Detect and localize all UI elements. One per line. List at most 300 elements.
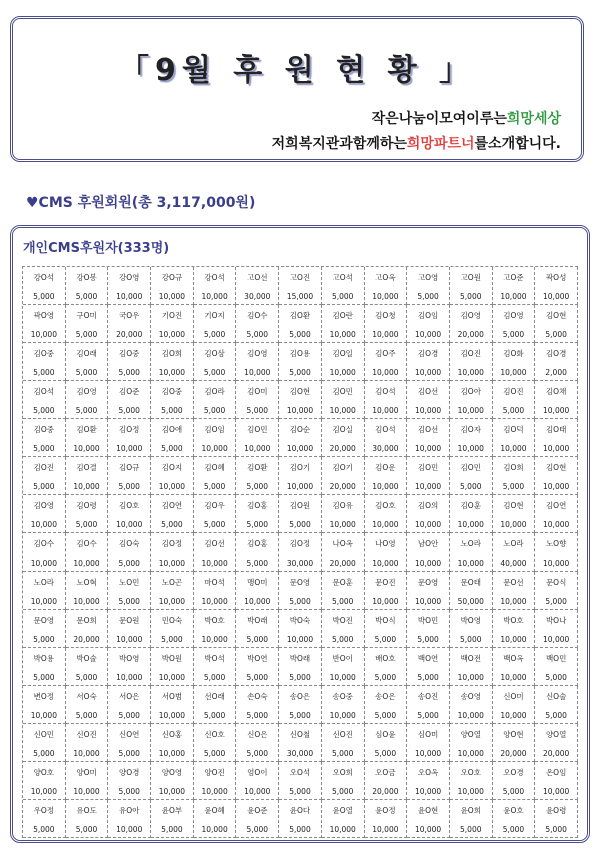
donation-amount: 5,000	[460, 482, 482, 492]
donation-amount: 10,000	[30, 520, 57, 530]
donor-name: 유O도	[76, 805, 97, 815]
donor-name: 김O정	[119, 425, 140, 435]
donor-name: 김O선	[417, 387, 439, 397]
donor-name: 박O영	[460, 615, 481, 625]
donation-amount: 5,000	[75, 368, 98, 378]
donor-name: 김O선	[417, 425, 439, 435]
donation-amount: 5,000	[545, 596, 567, 606]
donor-cell	[236, 495, 279, 533]
donor-name: 강O석	[33, 273, 55, 282]
donation-amount: 5,000	[118, 558, 140, 568]
donor-cell	[151, 267, 194, 305]
donor-name: 박O식	[375, 615, 396, 625]
donor-cell	[535, 533, 578, 571]
donor-cell	[535, 495, 578, 533]
donor-cell	[535, 686, 578, 724]
subtitle-line-2-text: 저희복지관과함께하는	[271, 136, 407, 152]
donor-name: 백O옥	[503, 653, 524, 663]
donor-name: 김O호	[375, 501, 396, 511]
donor-cell	[493, 419, 536, 457]
donor-cell	[66, 267, 109, 305]
donor-name: 김O연	[161, 501, 183, 511]
donation-amount: 10,000	[30, 786, 57, 796]
donation-amount: 5,000	[502, 786, 525, 796]
donation-amount: 10,000	[158, 368, 186, 378]
donor-name: 김O희	[503, 463, 524, 473]
donor-name: 엄O이	[247, 767, 268, 777]
donor-name: 김O영	[460, 311, 481, 321]
donor-name: 양O영	[161, 767, 183, 777]
donor-cell	[322, 305, 365, 343]
donor-name: 김O유	[332, 501, 353, 511]
donation-amount: 5,000	[33, 292, 55, 302]
donor-name: 선O래	[204, 691, 225, 701]
donor-cell	[236, 419, 279, 457]
donor-cell	[194, 610, 237, 648]
donor-name: 손O숙	[247, 691, 268, 701]
donor-name: 노O라	[460, 539, 481, 549]
donation-amount: 5,000	[417, 672, 439, 682]
donation-amount: 10,000	[116, 634, 143, 644]
donation-amount: 10,000	[116, 444, 143, 454]
donor-cell	[365, 610, 408, 648]
donor-cell	[151, 533, 194, 571]
donation-amount: 10,000	[158, 710, 186, 720]
donation-amount: 5,000	[374, 672, 397, 682]
donor-name: 김O애	[161, 425, 183, 435]
donation-amount: 10,000	[158, 482, 186, 492]
donation-amount: 5,000	[118, 596, 140, 606]
donor-cell	[493, 533, 536, 571]
donation-amount: 5,000	[460, 824, 482, 834]
donor-cell	[194, 648, 237, 686]
donor-name: 박O영	[119, 653, 140, 663]
donation-amount: 5,000	[460, 292, 482, 302]
donation-amount: 5,000	[246, 710, 269, 720]
donor-name: 윤O령	[545, 805, 567, 815]
donor-cell	[535, 381, 578, 419]
donation-amount: 5,000	[331, 634, 354, 644]
donor-name: 국O우	[119, 311, 140, 321]
donor-cell	[23, 533, 66, 571]
donor-name: 문O식	[545, 577, 567, 587]
donor-cell	[236, 724, 279, 762]
donor-name: 오O호	[460, 767, 481, 777]
donor-name: 김O아	[460, 387, 481, 397]
donation-amount: 10,000	[73, 444, 100, 454]
donation-amount: 5,000	[203, 520, 226, 530]
donor-cell	[279, 495, 322, 533]
donor-grid	[22, 266, 578, 838]
donor-cell	[450, 762, 493, 800]
donor-cell	[108, 495, 151, 533]
donor-name: 박O민	[417, 615, 439, 625]
donation-amount: 5,000	[246, 634, 269, 644]
donor-name: 문O희	[76, 615, 97, 625]
donor-name: 김O환	[247, 463, 268, 473]
donor-name: 양O열	[545, 729, 567, 739]
donation-amount: 5,000	[118, 368, 140, 378]
donation-amount: 5,000	[502, 482, 525, 492]
donor-cell	[535, 648, 578, 686]
donor-cell	[66, 457, 109, 495]
donor-cell	[279, 800, 322, 838]
donation-amount: 10,000	[457, 368, 484, 378]
donation-amount: 5,000	[33, 368, 55, 378]
donor-name: 김O란	[332, 311, 353, 321]
donor-name: 박O석	[204, 653, 225, 663]
donation-amount: 5,000	[203, 748, 226, 758]
donor-name: 우O정	[33, 805, 55, 815]
donor-name: 박O호	[503, 615, 524, 625]
donor-name: 송O진	[417, 691, 439, 701]
donation-amount: 10,000	[201, 444, 228, 454]
donor-cell	[23, 305, 66, 343]
donor-cell	[535, 762, 578, 800]
donation-amount: 10,000	[329, 520, 356, 530]
donor-name: 신O은	[247, 729, 268, 739]
donor-name: 기O지	[204, 311, 225, 321]
donation-amount: 5,000	[75, 672, 98, 682]
donation-amount: 10,000	[500, 292, 527, 302]
donation-amount: 5,000	[502, 406, 525, 416]
donor-cell	[322, 343, 365, 381]
donor-name: 김O준	[119, 387, 140, 397]
donation-amount: 10,000	[372, 406, 399, 416]
donation-amount: 20,000	[500, 748, 527, 758]
donor-cell	[194, 762, 237, 800]
donor-cell	[194, 686, 237, 724]
donor-cell	[322, 648, 365, 686]
donor-name: 배O호	[375, 653, 396, 663]
donation-amount: 5,000	[289, 596, 311, 606]
donation-amount: 20,000	[372, 786, 399, 796]
donor-cell	[535, 305, 578, 343]
donor-cell	[151, 381, 194, 419]
donor-name: 양O미	[76, 767, 97, 777]
donor-name: 오O옥	[417, 767, 439, 777]
donor-name: 오O금	[375, 767, 396, 777]
donor-cell	[23, 343, 66, 381]
donor-name: 김O훈	[460, 501, 481, 511]
donor-name: 김O지	[161, 463, 183, 473]
donor-cell	[322, 267, 365, 305]
donor-name: 박O용	[33, 653, 55, 663]
donor-name: 유O아	[119, 805, 140, 815]
donor-name: 서O은	[119, 691, 140, 701]
donation-amount: 10,000	[286, 444, 314, 454]
donor-name: 반O이	[332, 653, 353, 663]
donor-cell	[279, 572, 322, 610]
donor-cell	[23, 572, 66, 610]
donor-cell	[322, 800, 365, 838]
donor-cell	[236, 305, 279, 343]
donation-amount: 10,000	[500, 672, 527, 682]
donor-cell	[365, 419, 408, 457]
donor-cell	[108, 800, 151, 838]
donor-cell	[108, 343, 151, 381]
donor-cell	[322, 572, 365, 610]
donor-name: 신O철	[289, 729, 311, 739]
donor-cell	[535, 800, 578, 838]
donation-amount: 10,000	[372, 596, 399, 606]
donor-cell	[151, 724, 194, 762]
donation-amount: 10,000	[543, 444, 570, 454]
donation-amount: 10,000	[500, 710, 527, 720]
donor-cell	[66, 762, 109, 800]
donor-name: 김O운	[375, 463, 396, 473]
donation-amount: 20,000	[329, 482, 356, 492]
donation-amount: 5,000	[289, 672, 311, 682]
donation-amount: 10,000	[329, 406, 356, 416]
donor-name: 김O숙	[119, 539, 140, 549]
donation-amount: 5,000	[203, 710, 226, 720]
donor-cell	[108, 610, 151, 648]
donor-name: 윤O정	[375, 805, 396, 815]
donor-name: 김O중	[33, 349, 55, 359]
donor-name: 김O정	[161, 539, 183, 549]
donor-cell	[407, 800, 450, 838]
donation-amount: 5,000	[331, 292, 354, 302]
donor-name: 남O안	[417, 539, 439, 549]
donor-cell	[365, 572, 408, 610]
donor-name: 신O진	[76, 729, 97, 739]
donor-name: 김O호	[119, 501, 140, 511]
donation-amount: 10,000	[73, 786, 100, 796]
donor-cell	[194, 724, 237, 762]
donation-amount: 10,000	[30, 596, 57, 606]
donor-name: 김O영	[247, 349, 268, 359]
donor-name: 김O영	[503, 311, 524, 321]
donor-name: 서O숙	[76, 691, 97, 701]
donation-amount: 5,000	[75, 292, 98, 302]
donor-cell	[450, 724, 493, 762]
donor-cell	[151, 457, 194, 495]
donation-amount: 10,000	[414, 786, 442, 796]
donor-cell	[151, 686, 194, 724]
donor-name: 양O현	[503, 729, 524, 739]
donation-amount: 5,000	[203, 482, 226, 492]
donation-amount: 5,000	[161, 824, 183, 834]
donor-cell	[236, 457, 279, 495]
donation-amount: 5,000	[118, 748, 140, 758]
donor-name: 송O은	[375, 691, 396, 701]
donation-amount: 10,000	[372, 558, 399, 568]
donation-amount: 5,000	[33, 482, 55, 492]
donor-cell	[236, 686, 279, 724]
donation-amount: 5,000	[33, 824, 55, 834]
donation-amount: 5,000	[289, 520, 311, 530]
donor-name: 마O석	[204, 577, 225, 587]
donation-amount: 5,000	[246, 482, 269, 492]
donor-cell	[279, 533, 322, 571]
donor-name: 김O임	[417, 311, 439, 321]
donation-amount: 5,000	[246, 672, 269, 682]
donation-amount: 10,000	[457, 672, 484, 682]
donation-amount: 5,000	[331, 786, 354, 796]
donation-amount: 10,000	[73, 596, 100, 606]
donation-amount: 10,000	[286, 482, 314, 492]
donation-amount: 10,000	[329, 824, 356, 834]
donor-cell	[108, 762, 151, 800]
subtitle-line-2	[272, 133, 561, 153]
donor-name: 강O봉	[76, 273, 97, 282]
donation-amount: 5,000	[161, 444, 183, 454]
donation-amount: 10,000	[116, 672, 143, 682]
donation-amount: 5,000	[246, 824, 269, 834]
donation-amount: 10,000	[372, 824, 399, 834]
donor-cell	[450, 267, 493, 305]
donor-cell	[66, 800, 109, 838]
donation-amount: 10,000	[158, 672, 186, 682]
donor-name: 김O화	[503, 349, 524, 359]
donation-amount: 30,000	[286, 558, 314, 568]
donation-amount: 5,000	[545, 824, 567, 834]
donation-amount: 10,000	[158, 748, 186, 758]
donor-cell	[23, 419, 66, 457]
donor-name: 노O혁	[76, 577, 97, 587]
donation-amount: 10,000	[286, 634, 314, 644]
donation-amount: 10,000	[201, 596, 228, 606]
donation-amount: 20,000	[329, 444, 356, 454]
donor-cell	[493, 648, 536, 686]
donor-cell	[66, 305, 109, 343]
donor-cell	[279, 724, 322, 762]
donation-amount: 10,000	[30, 330, 57, 340]
donor-name: 김O원	[289, 501, 311, 511]
donor-cell	[66, 572, 109, 610]
donation-amount: 10,000	[457, 520, 484, 530]
donor-name: 윤O부	[161, 805, 183, 815]
donor-name: 김O중	[119, 349, 140, 359]
donor-name: 백O민	[545, 653, 567, 663]
donation-amount: 5,000	[289, 786, 311, 796]
donor-name: 김O진	[503, 387, 524, 397]
donor-name: 김O경	[417, 349, 439, 359]
donor-cell	[279, 457, 322, 495]
subtitle-line-1-text: 작은나눔이모여이루는	[371, 111, 507, 127]
donor-name: 노O향	[545, 539, 567, 549]
donor-name: 양O경	[119, 767, 140, 777]
donation-amount: 5,000	[246, 330, 269, 340]
donor-name: 김O현	[289, 387, 311, 397]
donor-cell	[365, 533, 408, 571]
donor-cell	[151, 610, 194, 648]
donation-amount: 10,000	[500, 444, 527, 454]
donation-amount: 10,000	[286, 406, 314, 416]
donor-cell	[535, 419, 578, 457]
donor-name: 김O용	[289, 349, 311, 359]
donor-name: 윤O준	[247, 805, 268, 815]
donation-amount: 10,000	[201, 634, 228, 644]
donor-cell	[194, 343, 237, 381]
donor-cell	[450, 457, 493, 495]
donor-name: 김O태	[545, 425, 567, 435]
donation-amount: 10,000	[414, 406, 442, 416]
donor-cell	[450, 533, 493, 571]
donor-cell	[23, 762, 66, 800]
donor-name: 문O원	[119, 615, 140, 625]
donor-cell	[194, 305, 237, 343]
donation-amount: 5,000	[75, 710, 98, 720]
donor-cell	[66, 724, 109, 762]
donation-amount: 10,000	[372, 292, 399, 302]
donor-name: 김O덕	[503, 425, 524, 435]
donor-cell	[108, 419, 151, 457]
donor-cell	[493, 381, 536, 419]
donation-amount: 5,000	[246, 406, 269, 416]
donor-name: 박O연	[247, 653, 268, 663]
donation-amount: 5,000	[33, 672, 55, 682]
donor-cell	[23, 648, 66, 686]
donor-name: 김O석	[375, 425, 396, 435]
donor-cell	[450, 495, 493, 533]
donation-amount: 5,000	[246, 558, 269, 568]
donor-name: 노O민	[119, 577, 140, 587]
donor-cell	[493, 457, 536, 495]
donor-cell	[151, 648, 194, 686]
donation-amount: 10,000	[500, 596, 527, 606]
donor-cell	[493, 305, 536, 343]
donor-cell	[151, 495, 194, 533]
donor-name: 김O현	[503, 501, 524, 511]
donor-cell	[450, 381, 493, 419]
donation-amount: 5,000	[161, 634, 183, 644]
donor-name: 오O희	[332, 767, 353, 777]
donation-amount: 5,000	[118, 786, 140, 796]
donor-cell	[279, 686, 322, 724]
donor-name: 윤O혜	[204, 805, 225, 815]
donation-amount: 10,000	[414, 330, 442, 340]
donation-amount: 5,000	[246, 520, 269, 530]
subtitle-line-2-end: 를소개합니다.	[474, 136, 561, 152]
donor-name: 김O주	[375, 349, 396, 359]
donor-name: 김O자	[460, 425, 481, 435]
donation-amount: 5,000	[161, 406, 183, 416]
donor-name: 김O경	[545, 349, 567, 359]
donor-cell	[365, 800, 408, 838]
donation-amount: 10,000	[329, 710, 356, 720]
donor-cell	[279, 343, 322, 381]
donor-name: 윤O희	[460, 805, 481, 815]
donor-cell	[493, 686, 536, 724]
donation-amount: 10,000	[329, 330, 356, 340]
donation-amount: 10,000	[414, 596, 442, 606]
donation-amount: 10,000	[543, 292, 570, 302]
donation-amount: 10,000	[543, 482, 570, 492]
donor-name: 김O홍	[247, 539, 268, 549]
donor-cell	[322, 686, 365, 724]
donor-name: 노O곤	[161, 577, 183, 587]
donation-amount: 10,000	[457, 444, 484, 454]
donor-name: 문O선	[503, 577, 524, 587]
donor-cell	[108, 724, 151, 762]
donor-name: 윤O호	[503, 805, 524, 815]
donor-name: 김O수	[33, 539, 55, 549]
donor-cell	[407, 305, 450, 343]
donation-amount: 10,000	[414, 558, 442, 568]
donor-cell	[151, 800, 194, 838]
donor-name: 신O홍	[161, 729, 183, 739]
donation-amount: 10,000	[372, 368, 399, 378]
individual-cms-panel	[10, 225, 590, 843]
donation-amount: 10,000	[244, 368, 271, 378]
donation-amount: 10,000	[30, 558, 57, 568]
donation-amount: 5,000	[502, 330, 525, 340]
donor-cell	[407, 343, 450, 381]
donor-cell	[322, 762, 365, 800]
donor-cell	[236, 381, 279, 419]
